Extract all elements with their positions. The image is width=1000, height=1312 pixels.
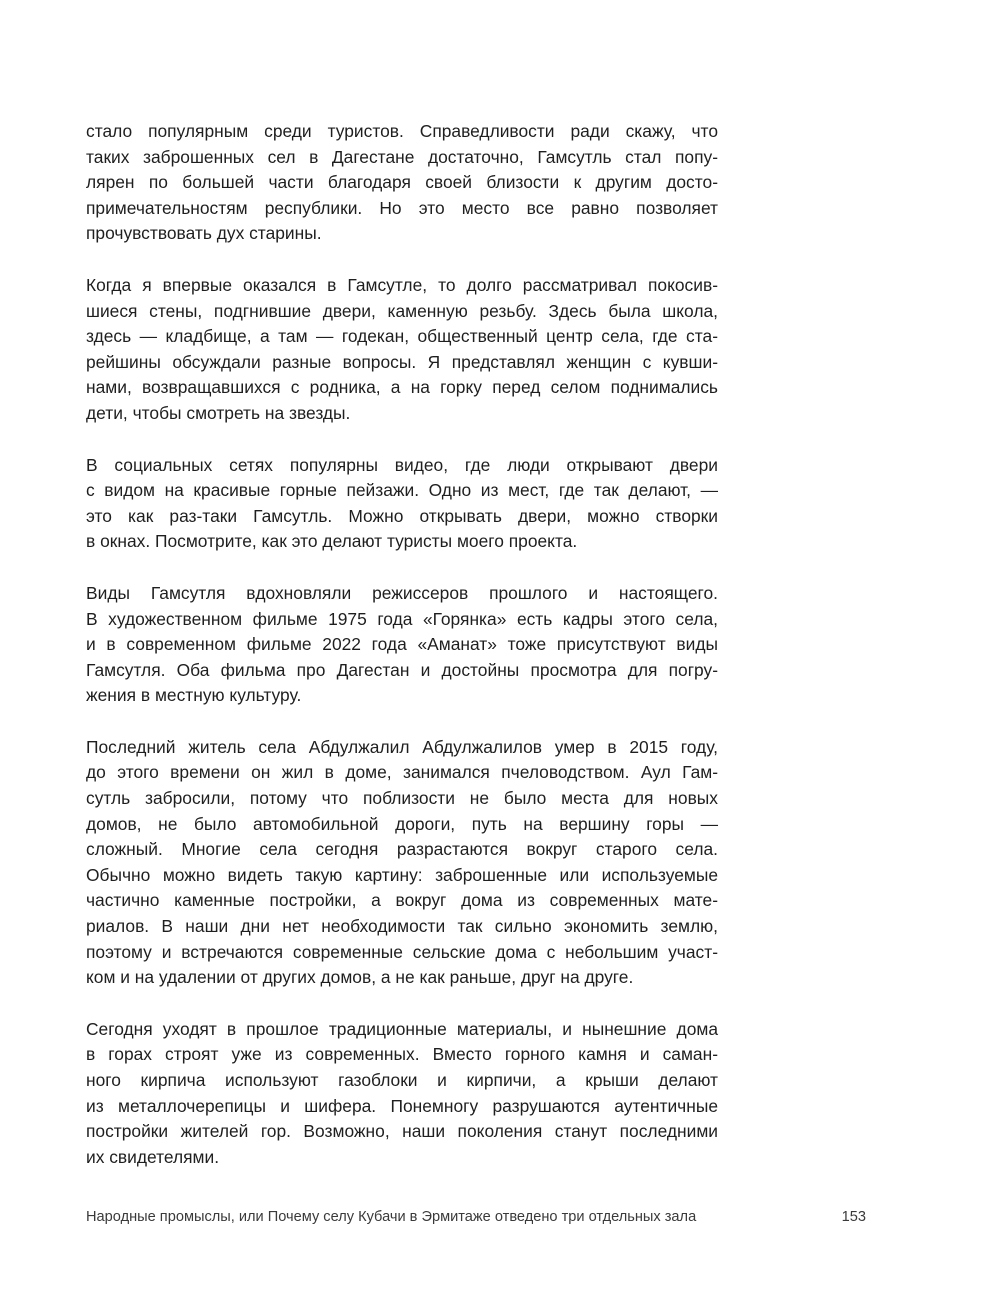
- text-line: в горах строят уже из современных. Вместо горного камня и саман-: [86, 1044, 718, 1065]
- text-line: Сегодня уходят в прошлое традиционные материалы, и нынешние дома: [86, 1018, 718, 1039]
- text-line: Последний житель села Абдулжалил Абдулжалилов умер в 2015 году,: [86, 736, 718, 757]
- text-line: и в современном фильме 2022 года «Аманат» тоже присутствуют виды: [86, 634, 718, 655]
- text-line: это как раз-таки Гамсутль. Можно открывать двери, можно створки: [86, 505, 718, 526]
- text-line: постройки жителей гор. Возможно, наши поколения станут последними: [86, 1121, 718, 1142]
- text-line: Виды Гамсутля вдохновляли режиссеров прошлого и настоящего.: [86, 582, 718, 603]
- paragraph-2: [86, 273, 718, 427]
- text-line: В социальных сетях популярны видео, где люди открывают двери: [86, 454, 718, 475]
- text-line: с видом на красивые горные пейзажи. Одно из мест, где так делают, —: [86, 480, 718, 501]
- text-line: рейшины обсуждали разные вопросы. Я представлял женщин с кувши-: [86, 351, 718, 372]
- body-text: [86, 119, 718, 1196]
- paragraph-6: [86, 1017, 718, 1171]
- text-line: Когда я впервые оказался в Гамсутле, то долго рассматривал покосив-: [86, 274, 718, 295]
- text-line: ком и на удалении от других домов, а не как раньше, друг на друге.: [86, 967, 634, 988]
- text-line: до этого времени он жил в доме, занимался пчеловодством. Аул Гам-: [86, 762, 718, 783]
- text-line: прочувствовать дух старины.: [86, 223, 322, 244]
- text-line: таких заброшенных сел в Дагестане достаточно, Гамсутль стал попу-: [86, 146, 718, 167]
- text-line: домов, не было автомобильной дороги, путь на вершину горы —: [86, 813, 718, 834]
- text-line: шиеся стены, подгнившие двери, каменную резьбу. Здесь была школа,: [86, 300, 718, 321]
- paragraph-4: [86, 581, 718, 709]
- text-line: из металлочерепицы и шифера. Понемногу разрушаются аутентичные: [86, 1095, 718, 1116]
- paragraph-1: [86, 119, 718, 247]
- text-line: частично каменные постройки, а вокруг дома из современных мате-: [86, 890, 718, 911]
- text-line: Обычно можно видеть такую картину: заброшенные или используемые: [86, 864, 718, 885]
- page-number: 153: [841, 1209, 866, 1225]
- text-line: риалов. В наши дни нет необходимости так сильно экономить землю,: [86, 916, 718, 937]
- text-line: примечательностям республики. Но это место все равно позволяет: [86, 197, 718, 218]
- text-line: дети, чтобы смотреть на звезды.: [86, 402, 351, 423]
- text-line: сложный. Многие села сегодня разрастаются вокруг старого села.: [86, 839, 718, 860]
- text-line: сутль забросили, потому что поблизости не было места для новых: [86, 788, 718, 809]
- paragraph-3: [86, 453, 718, 555]
- text-line: жения в местную культуру.: [86, 685, 302, 706]
- text-line: Гамсутля. Оба фильма про Дагестан и достойны просмотра для погру-: [86, 659, 718, 680]
- running-title: Народные промыслы, или Почему селу Кубачи в Эрмитаже отведено три отдельных зала: [86, 1209, 697, 1225]
- text-line: поэтому и встречаются современные сельские дома с небольшим участ-: [86, 941, 718, 962]
- text-line: лярен по большей части благодаря своей близости к другим досто-: [86, 172, 718, 193]
- text-line: В художественном фильме 1975 года «Горянка» есть кадры этого села,: [86, 608, 718, 629]
- paragraph-5: [86, 735, 718, 991]
- text-line: стало популярным среди туристов. Справедливости ради скажу, что: [86, 121, 718, 141]
- text-line: ного кирпича используют газоблоки и кирпичи, а крыши делают: [86, 1070, 718, 1090]
- text-line: в окнах. Посмотрите, как это делают туристы моего проекта.: [86, 531, 578, 552]
- text-line: их свидетелями.: [86, 1146, 220, 1167]
- text-line: нами, возвращавшихся с родника, а на горку перед селом поднимались: [86, 377, 718, 398]
- text-line: здесь — кладбище, а там — годекан, общественный центр села, где ста-: [86, 326, 718, 347]
